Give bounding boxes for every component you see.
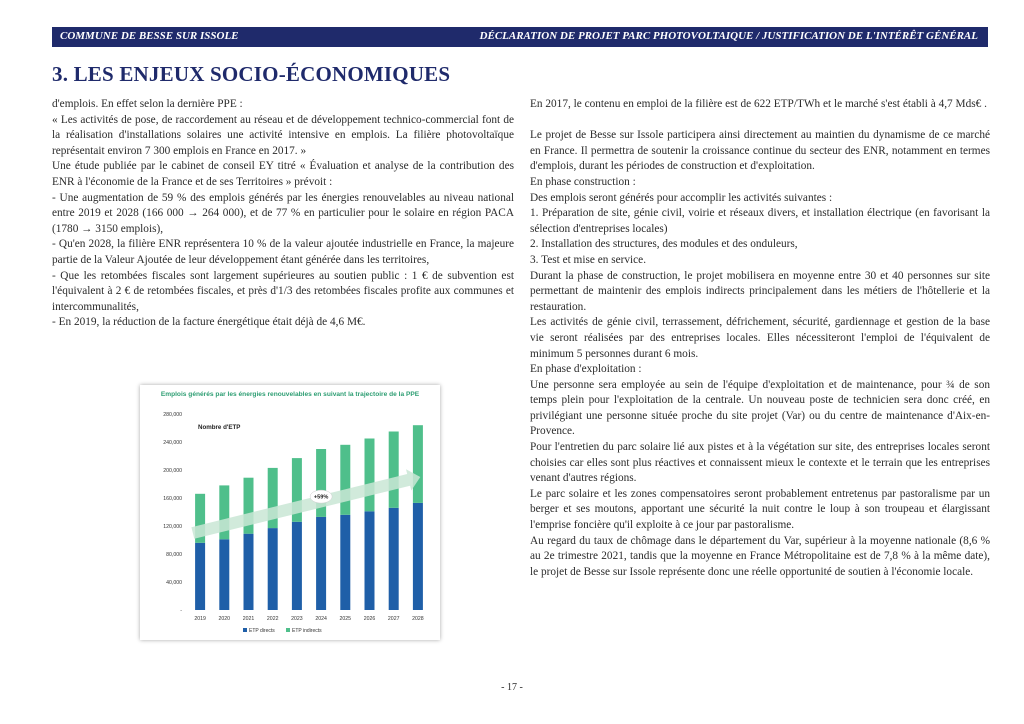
y-tick-label: 200,000 [163,468,182,474]
paragraph: 3. Test et mise en service. [530,253,647,266]
x-tick-label: 2023 [291,616,303,622]
paragraph: d'emplois. En effet selon la dernière PPE : [52,98,243,110]
bar-etp-directs [413,503,423,610]
paragraph: En phase d'exploitation : [530,363,642,376]
y-tick-label: 40,000 [166,580,182,586]
header-commune: COMMUNE DE BESSE SUR ISSOLE [60,30,239,42]
paragraph: Une personne sera employée au sein de l'équipe d'exploitation et de maintenance, pour ¾ de son temps plein pour l'exploitation de la centrale. Un nouveau poste de technicien sera donc créé, en privilégiant une personne située proche du site projet (Var) ou du centre de maintenance d'Aix-en-Provence. [530,378,990,438]
y-tick-label: 240,000 [163,440,182,446]
bar-etp-indirects [365,439,375,512]
section-title: 3. LES ENJEUX SOCIO-ÉCONOMIQUES [52,62,451,86]
chart-figure [140,385,440,640]
x-tick-label: 2026 [363,616,376,622]
paragraph: En phase construction : [530,175,636,188]
paragraph: En 2017, le contenu en emploi de la filière est de 622 ETP/TWh et le marché s'est établi à 4,7 Mds€ . [530,98,987,110]
x-tick-label: 2024 [315,616,327,622]
x-tick-label: 2022 [266,616,279,622]
paragraph: Au regard du taux de chômage dans le département du Var, supérieur à la moyenne nationale (8,6 % au 2e trimestre 2021, tandis que la moyenne en France Métropolitaine est de 7,8 % à la même date), le projet de Besse sur Issole représente donc une réelle opportunité de soutien à l'économie locale. [530,534,990,578]
x-tick-label: 2025 [339,616,352,622]
x-tick-label: 2021 [242,616,255,622]
bar-etp-indirects [389,432,399,508]
paragraph: Le parc solaire et les zones compensatoires seront probablement entretenus par pastoralisme par un berger et ses moutons, apportant une sécurité la nuit contre le loup à son troupeau et élargissant l'emprise foncière qu'il exploite à ce jour par pastoralisme. [530,487,990,532]
paragraph: Durant la phase de construction, le projet mobilisera en moyenne entre 30 et 40 personnes sur site permettant de maintenir des emplois indirects principalement dans les métiers de l'hôtellerie et la restauration. [530,269,990,313]
bar-etp-directs [316,517,326,610]
y-tick-label: 280,000 [163,412,182,418]
bar-etp-directs [244,534,254,610]
spacer [530,113,990,129]
growth-annotation: +59% [313,494,329,501]
x-tick-label: 2028 [412,616,424,622]
chart-title: Emplois générés par les énergies renouvelables en suivant la trajectoire de la PPE [160,391,420,398]
y-tick-label: 160,000 [163,496,182,502]
y-tick-label: 120,000 [163,524,182,530]
paragraph: Des emplois seront générés pour accomplir les activités suivantes : [530,191,833,204]
bar-etp-directs [195,543,205,610]
paragraph: 2. Installation des structures, des modules et des onduleurs, [530,238,798,251]
legend-swatch-indirects [286,628,290,632]
x-tick-label: 2020 [218,616,231,622]
y-tick-label: 80,000 [166,552,182,558]
paragraph: Pour l'entretien du parc solaire lié aux pistes et à la végétation sur site, des entreprises locales seront choisies car elles sont plus réactives et connaissent mieux le contexte et le terrain que les entreprises venant d'autres régions. [530,441,990,485]
paragraph: - Que les retombées fiscales sont largement supérieures au soutien public : 1 € de subvention est l'équivalent à 2 € de retombées fiscales, et près d'1/3 des retombées fiscales profite aux communes et intercommunalités, [52,269,514,313]
bar-etp-directs [365,511,375,610]
page-header [52,27,988,47]
x-tick-label: 2027 [387,616,400,622]
paragraph: Le projet de Besse sur Issole participera ainsi directement au maintien du dynamisme de ce marché en France. Il permettra de soutenir la croissance continue du secteur des ENR, notamment en termes d'emplois, durant les périodes de construction et d'exploitation. [530,129,990,173]
paragraph: - Une augmentation de 59 % des emplois générés par les énergies renouvelables au niveau national entre 2019 et 2028 (166 000 → 264 000), et de 77 % en particulier pour le solaire en région PACA (1780 → 3150 emplois), [52,191,514,235]
left-column [52,97,514,331]
paragraph: - En 2019, la réduction de la facture énergétique était déjà de 4,6 M€. [52,316,366,329]
bar-etp-directs [268,528,278,610]
y-tick-label: - [180,608,182,614]
bar-etp-directs [340,515,350,610]
bar-etp-indirects [413,425,423,503]
bar-etp-directs [389,508,399,610]
page-number: - 17 - [501,682,523,693]
employment-chart [140,385,440,640]
legend-label-indirects: ETP indirects [292,628,322,634]
x-tick-label: 2019 [194,616,206,622]
legend-swatch-directs [243,628,247,632]
chart-inner-label: Nombre d'ETP [198,424,241,431]
paragraph: - Qu'en 2028, la filière ENR représentera 10 % de la valeur ajoutée industrielle en France, la majeure partie de la Valeur Ajoutée de leur développement étant générée dans les territoires, [52,238,514,266]
paragraph: Une étude publiée par le cabinet de conseil EY titré « Évaluation et analyse de la contribution des ENR à l'économie de la France et de ses Territoires » prévoit : [52,160,514,188]
right-column [530,97,990,580]
bar-etp-directs [219,539,229,610]
paragraph: 1. Préparation de site, génie civil, voirie et réseaux divers, et installation électrique (en favorisant la sélection d'entreprises locales) [530,207,990,235]
bar-etp-indirects [340,445,350,515]
bar-etp-directs [292,522,302,610]
legend-label-directs: ETP directs [249,628,275,634]
header-document-title: DÉCLARATION DE PROJET PARC PHOTOVOLTAIQUE / JUSTIFICATION DE L'INTÉRÊT GÉNÉRAL [479,30,978,42]
paragraph: « Les activités de pose, de raccordement au réseau et de développement technico-commercial font de la réalisation d'installations solaires une activité intensive en emplois. La filière photovoltaïque représentait environ 7 300 emplois en France en 2017. » [52,113,514,157]
paragraph: Les activités de génie civil, terrassement, défrichement, sécurité, gardiennage et gestion de la base vie seront réalisées par des entreprises locales. Elles nécessiteront l'emploi de l'équivalent de minimum 5 personnes durant 6 mois. [530,316,990,360]
